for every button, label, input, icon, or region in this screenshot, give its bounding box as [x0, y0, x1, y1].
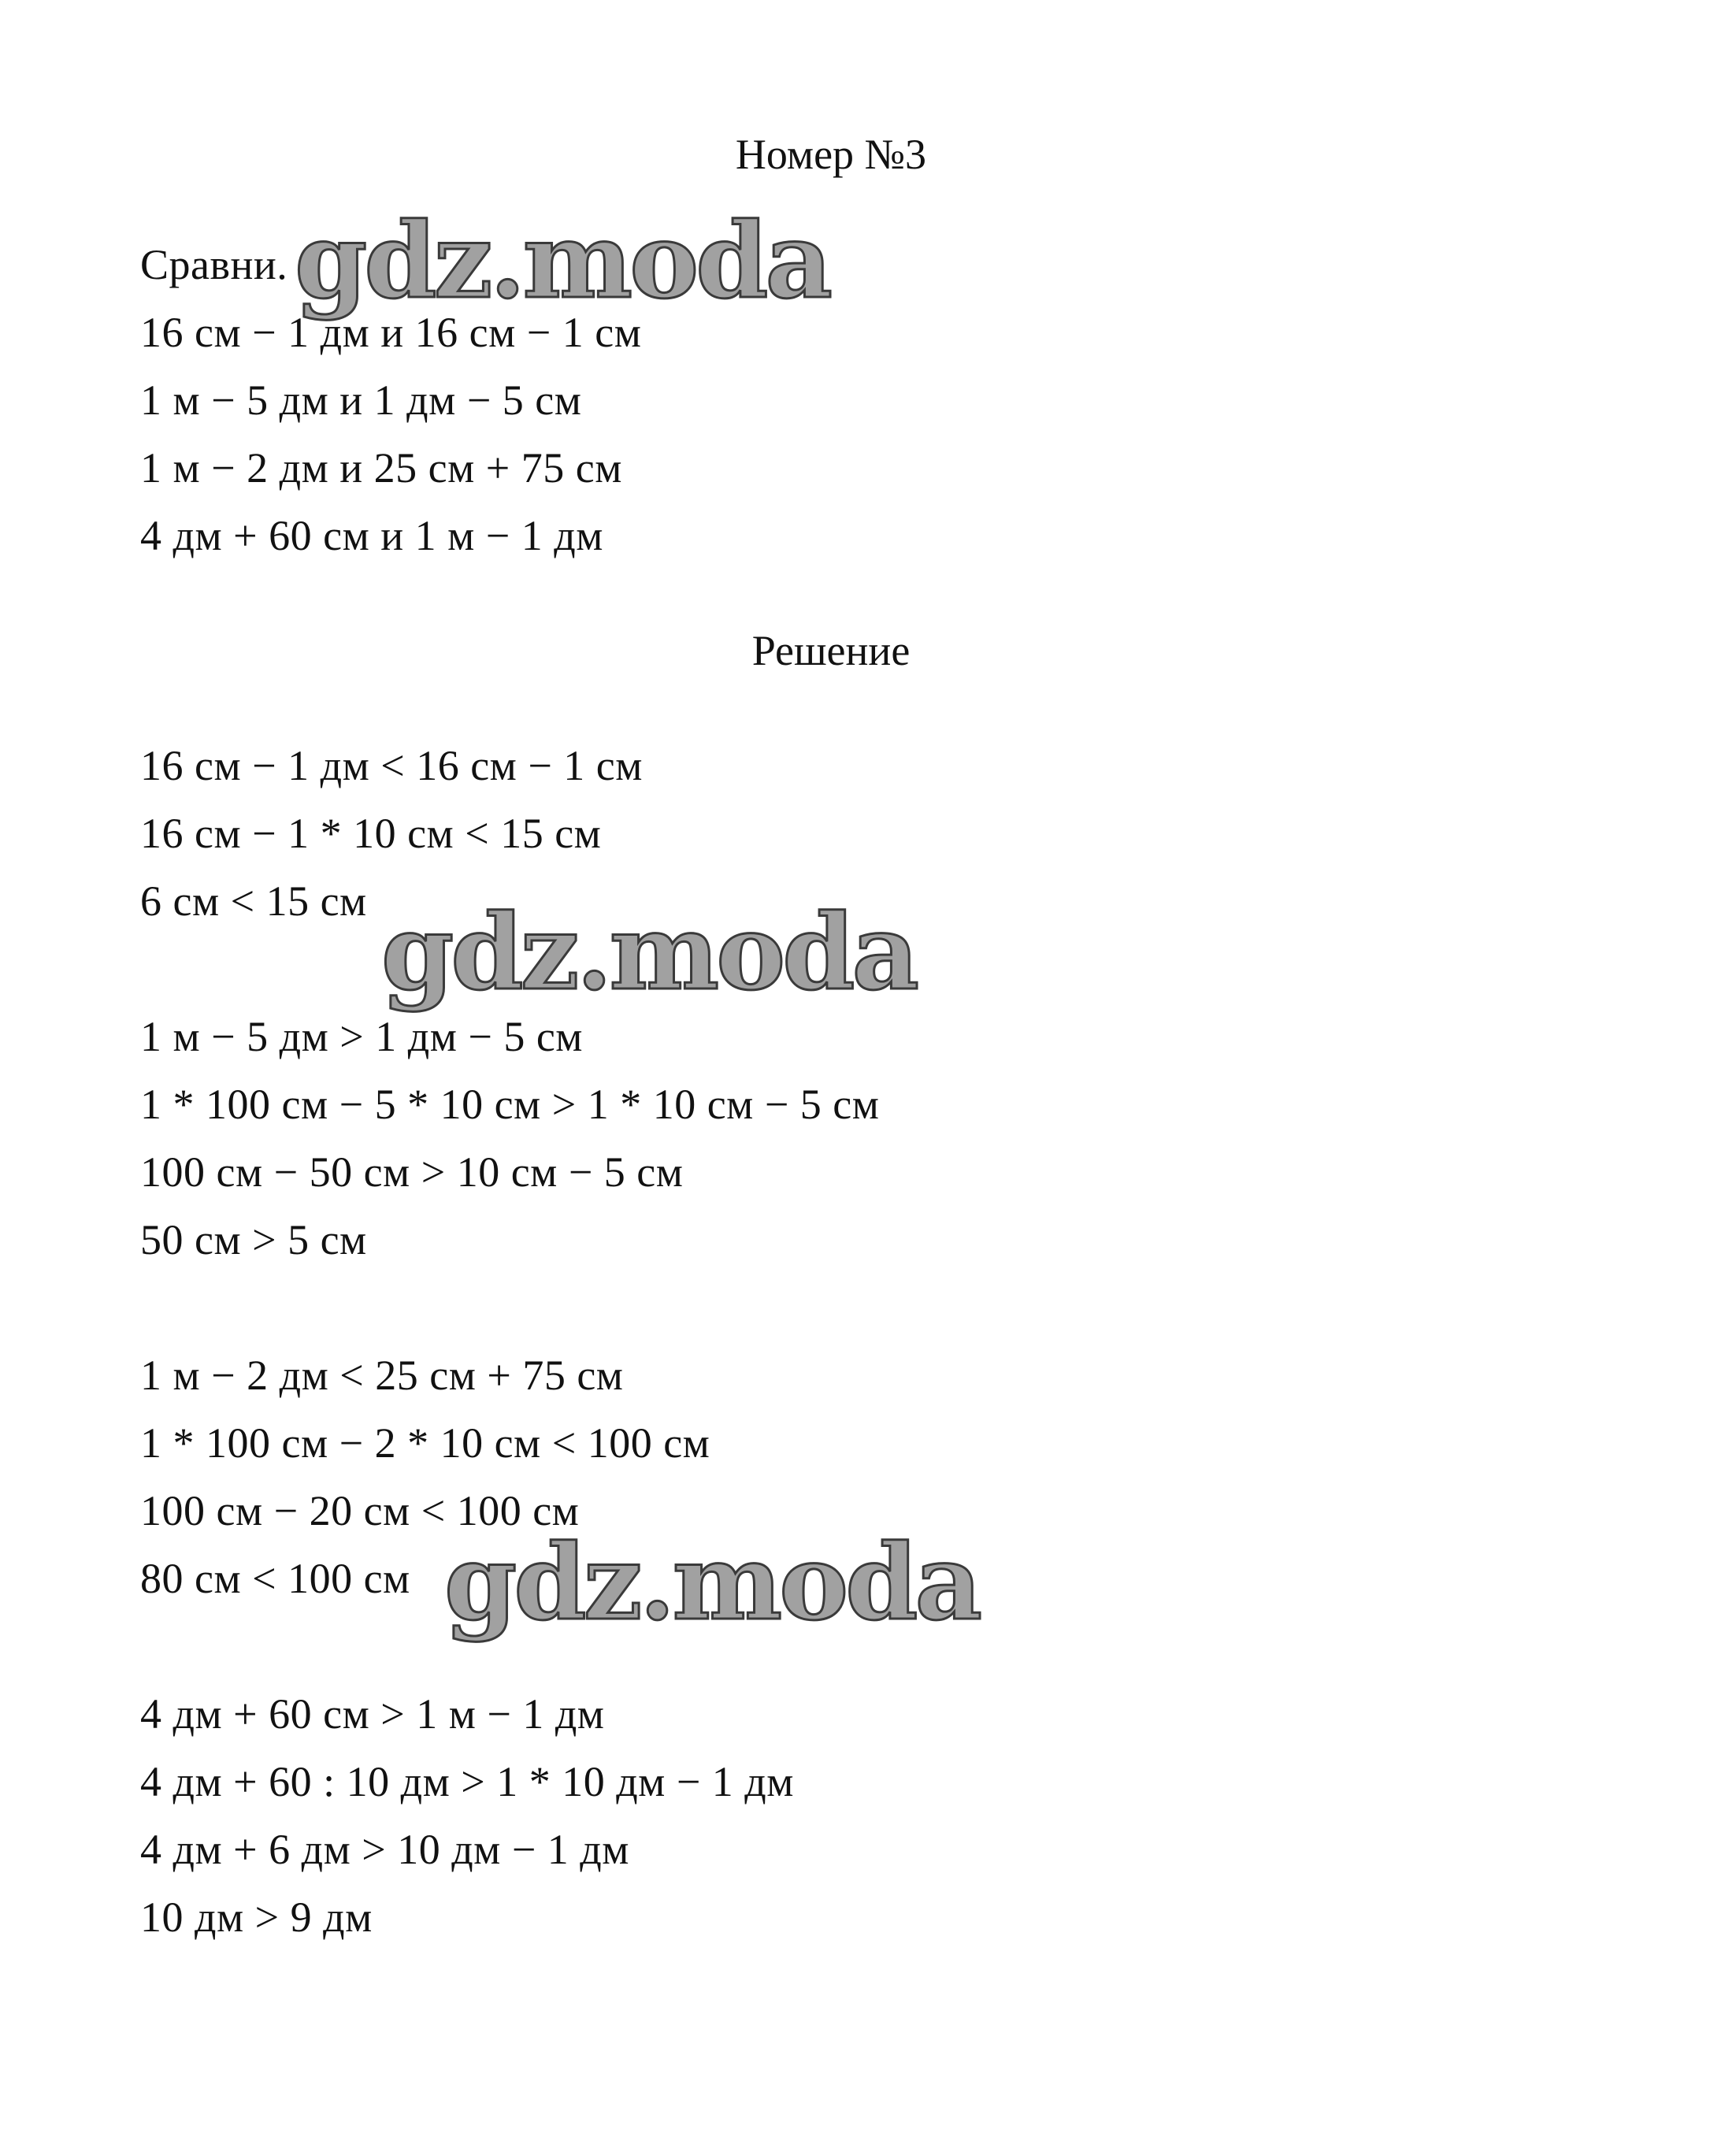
page-title: Номер №3 [735, 131, 927, 178]
watermark-logo: gdz.moda [295, 200, 830, 322]
solution-line: 1 м − 2 дм < 25 см + 75 см [140, 1352, 624, 1399]
task-line: 1 м − 5 дм и 1 дм − 5 см [140, 376, 582, 424]
watermark-logo: gdz.moda [444, 1522, 980, 1644]
solution-heading: Решение [751, 627, 911, 674]
watermark-logo: gdz.moda [381, 892, 917, 1014]
task-prompt: Сравни. [140, 241, 288, 288]
solution-line: 80 см < 100 см [140, 1555, 410, 1602]
solution-line: 100 см − 50 см > 10 см − 5 см [140, 1148, 684, 1196]
solution-line: 1 * 100 см − 2 * 10 см < 100 см [140, 1419, 710, 1467]
solution-line: 100 см − 20 см < 100 см [140, 1487, 580, 1534]
task-line: 4 дм + 60 см и 1 м − 1 дм [140, 512, 603, 559]
solution-line: 4 дм + 6 дм > 10 дм − 1 дм [140, 1826, 629, 1873]
solution-line: 1 * 100 см − 5 * 10 см > 1 * 10 см − 5 см [140, 1081, 880, 1128]
task-line: 16 см − 1 дм и 16 см − 1 см [140, 309, 642, 356]
task-line: 1 м − 2 дм и 25 см + 75 см [140, 444, 622, 491]
solution-line: 10 дм > 9 дм [140, 1894, 373, 1941]
solution-line: 16 см − 1 дм < 16 см − 1 см [140, 742, 643, 789]
solution-line: 4 дм + 60 : 10 дм > 1 * 10 дм − 1 дм [140, 1758, 794, 1805]
solution-line: 6 см < 15 см [140, 877, 367, 925]
solution-line: 1 м − 5 дм > 1 дм − 5 см [140, 1013, 583, 1060]
solution-line: 4 дм + 60 см > 1 м − 1 дм [140, 1690, 605, 1738]
solution-line: 50 см > 5 см [140, 1216, 367, 1263]
solution-line: 16 см − 1 * 10 см < 15 см [140, 810, 602, 857]
